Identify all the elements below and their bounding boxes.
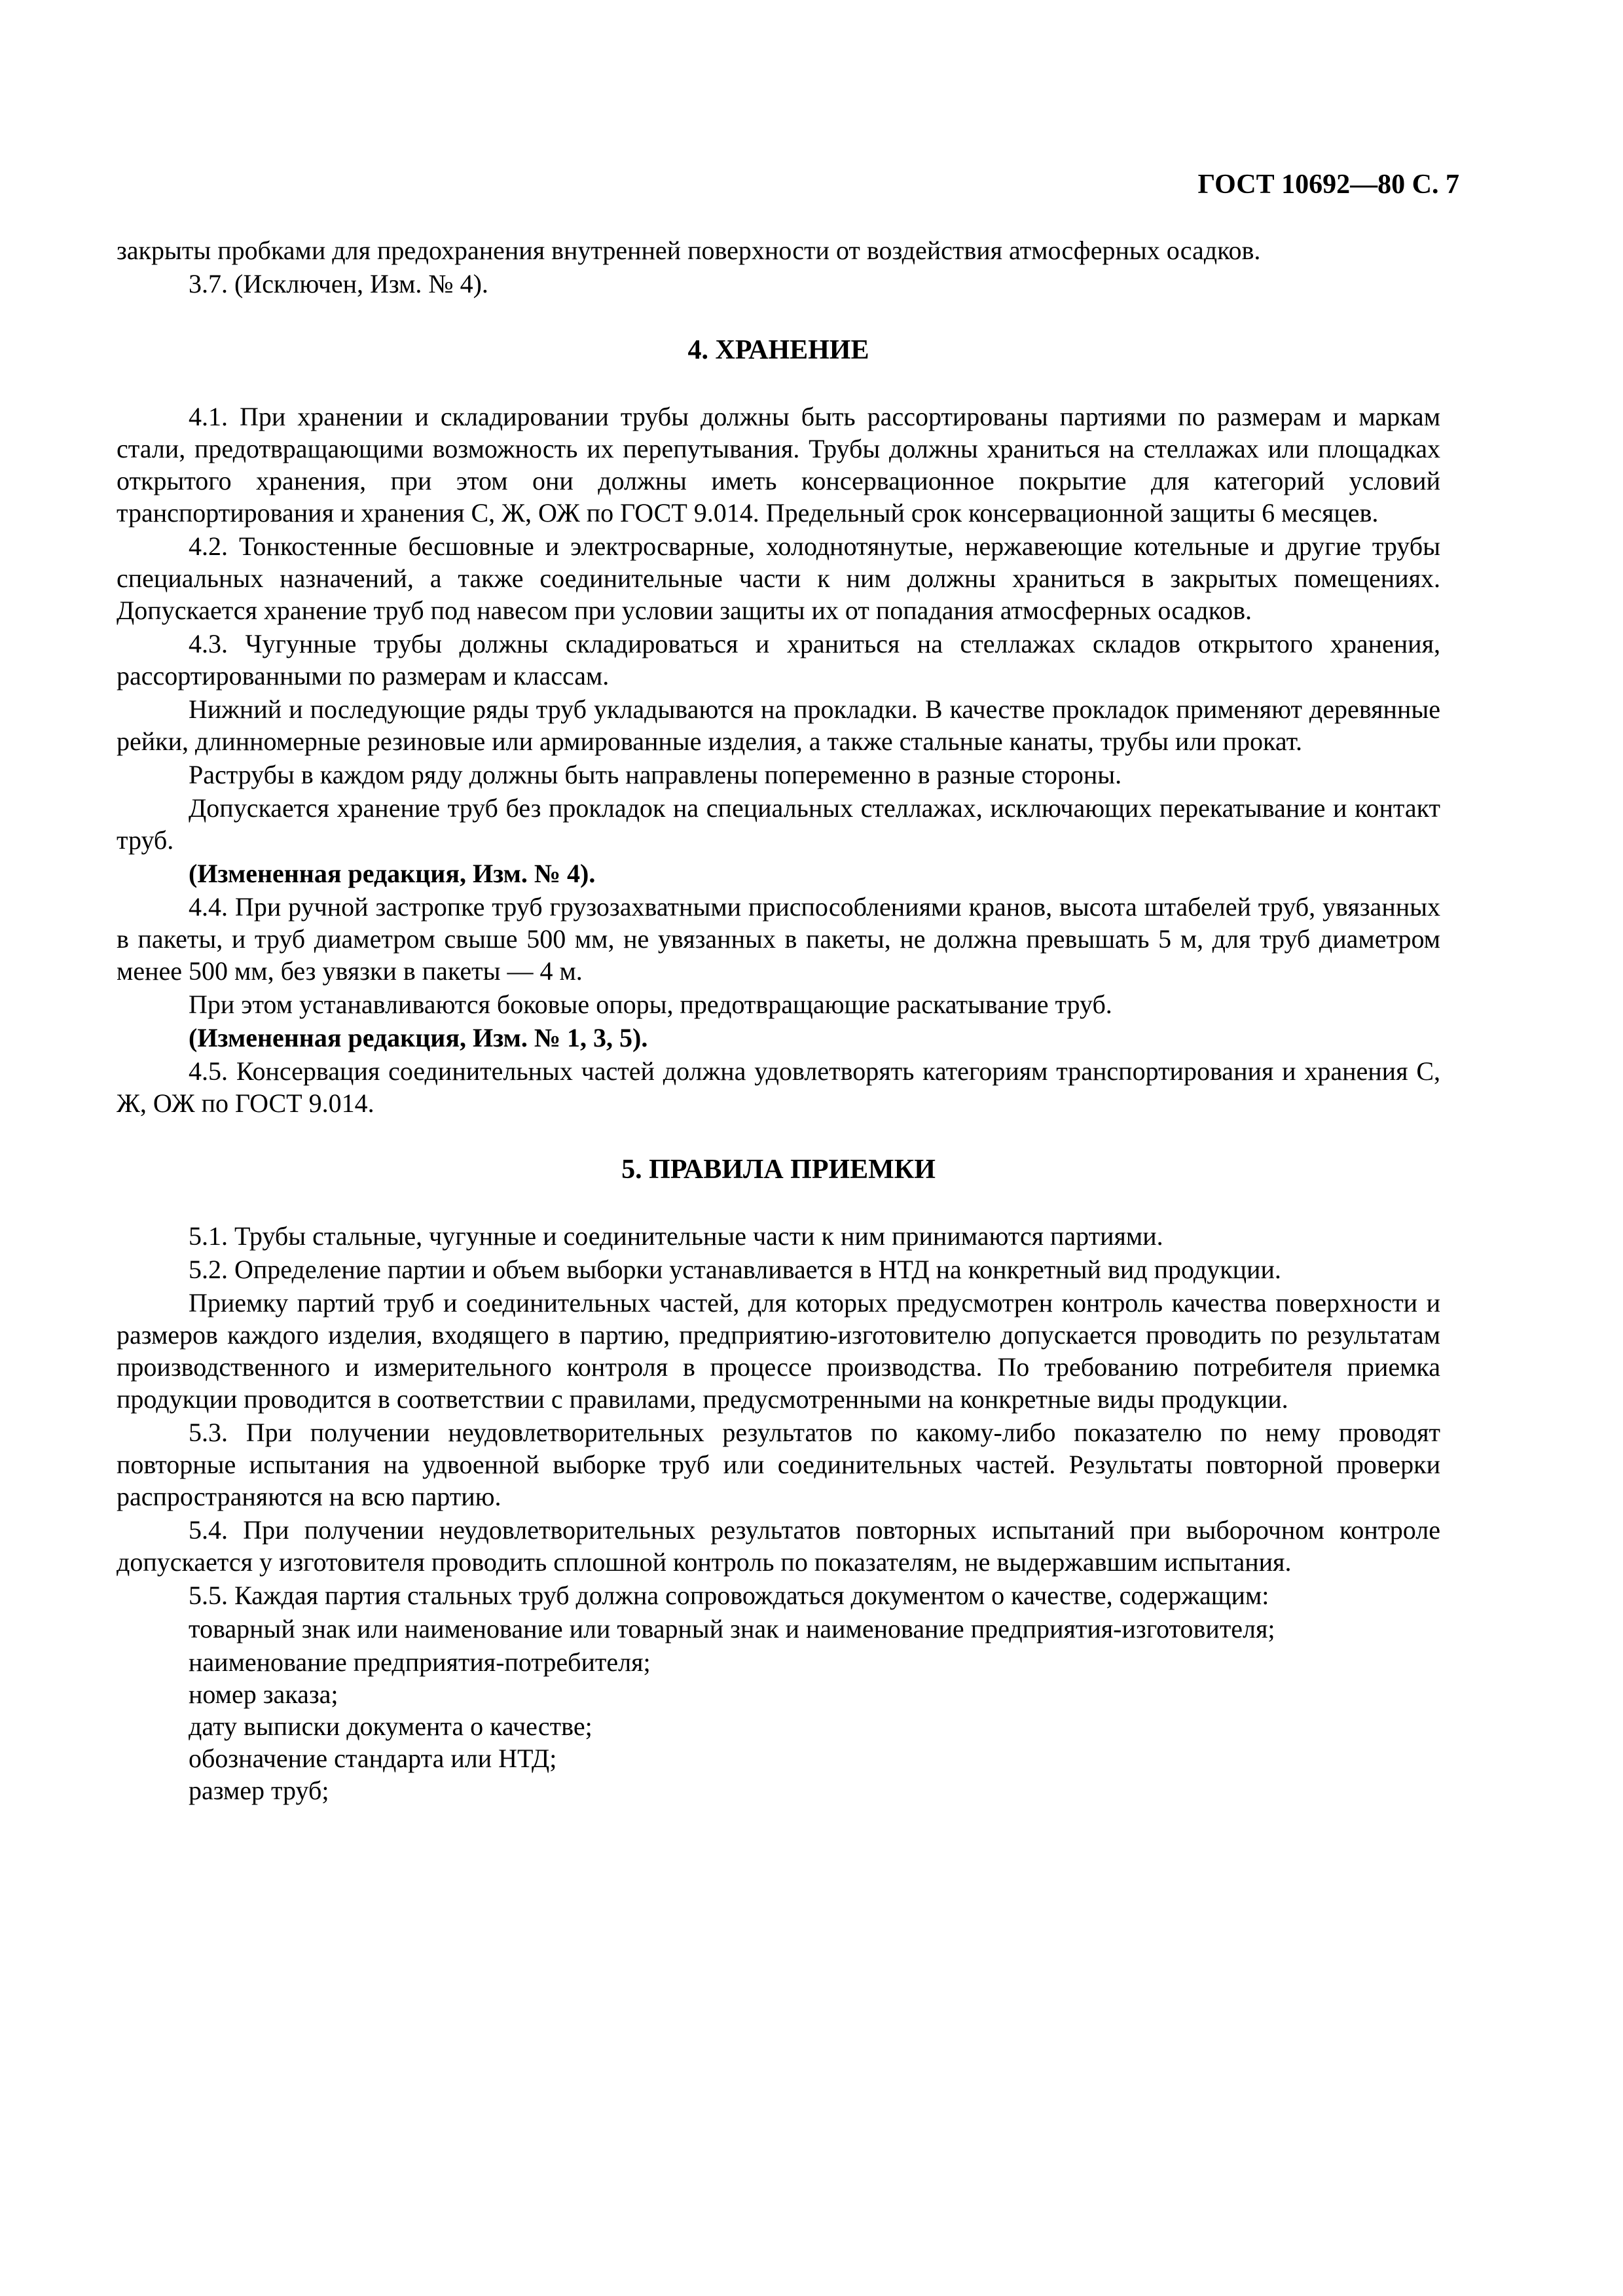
- section-4-title: 4. ХРАНЕНИЕ: [687, 335, 869, 365]
- paragraph-4-4: 4.4. При ручной застропке труб грузозахватными приспособлениями кранов, высота штабелей труб, увязанных в пакеты, и труб диаметром свыше 500 мм, не увязанных в пакеты, не должна превышать 5 м, для труб диаметром менее 500 мм, без увязки в пакеты — 4 м.: [117, 892, 1440, 986]
- paragraph-5-4: 5.4. При получении неудовлетворительных результатов повторных испытаний при выборочном контроле допускается у изготовителя проводить сплошной контроль по показателям, не выдержавшим испытания.: [117, 1515, 1440, 1577]
- paragraph-4-1: 4.1. При хранении и складировании трубы должны быть рассортированы партиями по размерам и маркам стали, предотвращающими возможность их перепутывания. Трубы должны храниться на стеллажах или площадках открытого хранения, при этом они должны иметь консервационное покрытие для категорий условий транспортирования и хранения С, Ж, ОЖ по ГОСТ 9.014. Предельный срок консервационной защиты 6 месяцев.: [117, 402, 1440, 528]
- paragraph-continuation: закрыты пробками для предохранения внутренней поверхности от воздействия атмосферных осадков.: [117, 236, 1261, 265]
- section-5-title: 5. ПРАВИЛА ПРИЕМКИ: [621, 1155, 936, 1185]
- paragraph-4-3-sockets: Раструбы в каждом ряду должны быть направлены попеременно в разные стороны.: [189, 760, 1122, 789]
- page-content: [117, 234, 1440, 1806]
- paragraph-5-2: 5.2. Определение партии и объем выборки устанавливается в НТД на конкретный вид продукции.: [189, 1255, 1281, 1284]
- paragraph-5-5: 5.5. Каждая партия стальных труб должна сопровождаться документом о качестве, содержащим:: [189, 1581, 1269, 1610]
- page-header: ГОСТ 10692—80 С. 7: [1197, 170, 1459, 200]
- paragraph-3-7: 3.7. (Исключен, Изм. № 4).: [189, 269, 488, 298]
- quality-document-list: [117, 1646, 1440, 1806]
- paragraph-4-5: 4.5. Консервация соединительных частей должна удовлетворять категориям транспортирования и хранения С, Ж, ОЖ по ГОСТ 9.014.: [117, 1056, 1440, 1118]
- list-item: обозначение стандарта или НТД;: [189, 1744, 557, 1773]
- paragraph-5-3: 5.3. При получении неудовлетворительных результатов по какому-либо показателю по нему проводят повторные испытания на удвоенной выборке труб или соединительных частей. Результаты повторной проверки распространяются на всю партию.: [117, 1418, 1440, 1511]
- amendment-note-4-3: (Измененная редакция, Изм. № 4).: [189, 859, 596, 888]
- paragraph-4-3: 4.3. Чугунные трубы должны складироваться и храниться на стеллажах складов открытого хранения, рассортированными по размерам и классам.: [117, 629, 1440, 691]
- paragraph-5-5-trademark: товарный знак или наименование или товарный знак и наименование предприятия-изготовителя;: [189, 1614, 1275, 1643]
- paragraph-4-2: 4.2. Тонкостенные бесшовные и электросварные, холоднотянутые, нержавеющие котельные и другие трубы специальных назначений, а также соединительные части к ним должны храниться в закрытых помещениях. Допускается хранение труб под навесом при условии защиты их от попадания атмосферных осадков.: [117, 531, 1440, 625]
- list-item: наименование предприятия-потребителя;: [189, 1647, 651, 1677]
- paragraph-4-3-spacers: Нижний и последующие ряды труб укладываются на прокладки. В качестве прокладок применяют деревянные рейки, длинномерные резиновые или армированные изделия, а также стальные канаты, трубы или прокат.: [117, 694, 1440, 756]
- paragraph-4-3-no-spacers: Допускается хранение труб без прокладок на специальных стеллажах, исключающих перекатывание и контакт труб.: [117, 793, 1440, 855]
- list-item: дату выписки документа о качестве;: [189, 1712, 593, 1741]
- list-item: номер заказа;: [189, 1679, 338, 1709]
- paragraph-5-1: 5.1. Трубы стальные, чугунные и соединительные части к ним принимаются партиями.: [189, 1221, 1163, 1251]
- paragraph-5-2-acceptance: Приемку партий труб и соединительных частей, для которых предусмотрен контроль качества поверхности и размеров каждого изделия, входящего в партию, предприятию-изготовителю допускается проводить по результатам производственного и измерительного контроля в процессе производства. По требованию потребителя приемка продукции проводится в соответствии с правилами, предусмотренными на конкретные виды продукции.: [117, 1288, 1440, 1414]
- paragraph-4-4-supports: При этом устанавливаются боковые опоры, предотвращающие раскатывание труб.: [189, 990, 1112, 1019]
- amendment-note-4-4: (Измененная редакция, Изм. № 1, 3, 5).: [189, 1023, 648, 1052]
- list-item: размер труб;: [189, 1776, 329, 1805]
